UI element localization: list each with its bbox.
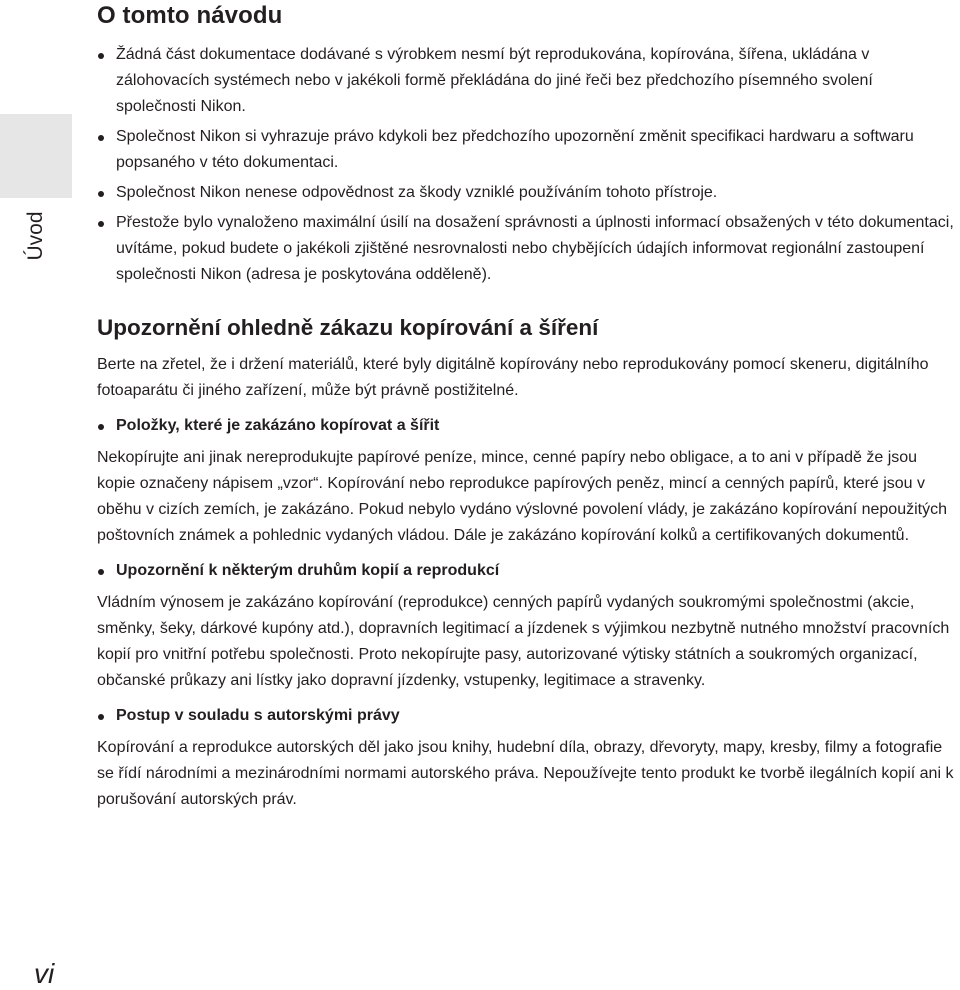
page-content	[97, 0, 957, 813]
subsection-heading-text: Položky, které je zakázáno kopírovat a šířit	[116, 417, 440, 434]
bullet-icon	[98, 191, 104, 197]
chapter-label: Úvod	[24, 211, 47, 261]
bullet-icon	[98, 135, 104, 141]
subsection-text: Kopírování a reprodukce autorských děl jako jsou knihy, hudební díla, obrazy, dřevoryty, mapy, kresby, filmy a fotografie se řídí národními a mezinárodními normami autorského práva. Nepoužívejte tento produkt ke tvorbě ilegálních kopií ani k porušování autorských práv.	[97, 739, 954, 808]
about-bullet-text: Přestože bylo vynaloženo maximální úsilí na dosažení správnosti a úplnosti informací obsažených v této dokumentaci, uvítáme, pokud budete o jakékoli zjištěné nesrovnalosti nebo chybějících údajích informovat regionální zastoupení společnosti Nikon (adresa je poskytována odděleně).	[116, 214, 954, 283]
section-title-copy-notice: Upozornění ohledně zákazu kopírování a šíření	[97, 315, 599, 340]
bullet-icon	[98, 424, 104, 430]
subsection-text: Vládním výnosem je zakázáno kopírování (reprodukce) cenných papírů vydaných soukromými společnostmi (akcie, směnky, šeky, dárkové kupóny atd.), dopravních legitimací a jízdenek s výjimkou nezbytně nutného množství pracovních kopií pro vnitřní potřebu společnosti. Proto nekopírujte pasy, autorizované výtisky státních a soukromých organizací, občanské průkazy ani lístky jako dopravní jízdenky, vstupenky, legitimace a stravenky.	[97, 594, 950, 689]
subsection-heading-text: Postup v souladu s autorskými právy	[116, 707, 400, 724]
about-bullet-text: Společnost Nikon nenese odpovědnost za škody vzniklé používáním tohoto přístroje.	[116, 184, 718, 201]
bullet-icon	[98, 569, 104, 575]
bullet-icon	[98, 221, 104, 227]
section-title-about: O tomto návodu	[97, 2, 283, 29]
about-bullet-list	[97, 42, 957, 288]
bullet-icon	[98, 53, 104, 59]
subsection-heading-text: Upozornění k některým druhům kopií a reprodukcí	[116, 562, 500, 579]
about-bullet	[97, 210, 957, 288]
bullet-icon	[98, 714, 104, 720]
about-bullet	[97, 124, 957, 176]
subsection-heading	[97, 703, 957, 729]
about-bullet	[97, 42, 957, 120]
chapter-tab	[0, 114, 72, 198]
subsection-heading	[97, 413, 957, 439]
about-bullet	[97, 180, 957, 206]
subsection-text: Nekopírujte ani jinak nereprodukujte papírové peníze, mince, cenné papíry nebo obligace, a to ani v případě že jsou kopie označeny nápisem „vzor“. Kopírování nebo reprodukce papírových peněz, mincí a cenných papírů, které jsou v oběhu v cizích zemích, je zakázáno. Pokud nebylo vydáno výslovné povolení vlády, je zakázáno kopírování nepoužitých poštovních známek a pohlednic vydaných vládou. Dále je zakázáno kopírování kolků a certifikovaných dokumentů.	[97, 449, 947, 544]
page-number: vi	[34, 958, 55, 989]
about-bullet-text: Žádná část dokumentace dodávané s výrobkem nesmí být reprodukována, kopírována, šířena, ukládána v zálohovacích systémech nebo v jakékoli formě překládána do jiné řeči bez předchozího písemného svolení společnosti Nikon.	[116, 46, 873, 115]
subsection-heading	[97, 558, 957, 584]
copy-notice-intro: Berte na zřetel, že i držení materiálů, které byly digitálně kopírovány nebo reprodukovány pomocí skeneru, digitálního fotoaparátu či jiného zařízení, může být právně postižitelné.	[97, 356, 929, 399]
about-bullet-text: Společnost Nikon si vyhrazuje právo kdykoli bez předchozího upozornění změnit specifikaci hardwaru a softwaru popsaného v této dokumentaci.	[116, 128, 914, 171]
